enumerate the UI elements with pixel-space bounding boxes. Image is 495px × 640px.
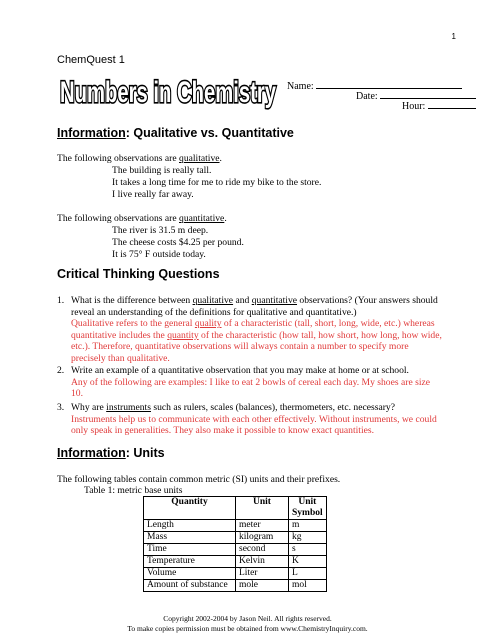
question-number: 2. — [57, 365, 65, 376]
date-blank[interactable] — [380, 89, 476, 99]
question-1: What is the difference between qualitative and quantitative observations? (Your answers should reveal an understanding of the definitions for qualitative and quantitative.) Qualitative refers to the general quality of a characteristic (tall, short, long, wide, etc.) whereas quantitative includes the quantity of the characteristic (how tall, how short, how long, how wide, etc.). Therefore, quantitative observations will always contain a number to specify more precisely than qualitative. — [71, 295, 491, 365]
question-3: Why are instruments such as rulers, scales (balances), thermometers, etc. necessary? Instruments help us to communicate with each other effectively. Without instruments, we could only speak in generalities. They also make it possible to know exact quantities. — [71, 402, 491, 437]
table-row: Time second s — [144, 544, 327, 556]
section-heading-qual-quant: Information: Qualitative vs. Quantitative — [57, 126, 294, 140]
list-item: The building is really tall. — [112, 165, 212, 176]
list-item: The cheese costs $4.25 per pound. — [112, 237, 244, 248]
table-header-row — [144, 497, 327, 520]
name-blank[interactable] — [316, 79, 462, 89]
column-header: Unit Symbol — [289, 497, 327, 520]
list-item: It is 75° F outside today. — [112, 249, 206, 260]
metric-base-units-table — [143, 496, 327, 592]
hour-field — [402, 99, 476, 113]
quantitative-intro: The following observations are quantitative. — [57, 213, 227, 224]
column-header: Quantity — [144, 497, 236, 520]
question-number: 3. — [57, 402, 65, 413]
qualitative-intro: The following observations are qualitative. — [57, 153, 222, 164]
hour-label: Hour: — [402, 101, 426, 112]
page-number: 1 — [451, 32, 456, 41]
hour-blank[interactable] — [428, 99, 476, 109]
date-label: Date: — [356, 91, 378, 102]
list-item: The river is 31.5 m deep. — [112, 225, 209, 236]
list-item: I live really far away. — [112, 189, 194, 200]
list-item: It takes a long time for me to ride my bike to the store. — [112, 177, 322, 188]
table-caption: Table 1: metric base units — [84, 485, 183, 496]
document-title — [57, 69, 279, 115]
copyright-footer: Copyright 2002-2004 by Jason Neil. All rights reserved. To make copies permission must be obtained from www.ChemistryInquiry.com. — [127, 614, 368, 633]
question-number: 1. — [57, 295, 65, 306]
table-row: Length meter m — [144, 520, 327, 532]
chemquest-label: ChemQuest 1 — [57, 54, 125, 66]
answer-2: Any of the following are examples: I like to eat 2 bowls of cereal each day. My shoes are size — [71, 376, 431, 388]
section-heading-units: Information: Units — [57, 446, 165, 460]
table-row: Mass kilogram kg — [144, 532, 327, 544]
table-row: Temperature Kelvin K — [144, 556, 327, 568]
table-row: Volume Liter L — [144, 568, 327, 580]
column-header: Unit — [236, 497, 289, 520]
question-2: Write an example of a quantitative observation that you may make at home or at school. Any of the following are examples: I like to eat 2 bowls of cereal each day. My shoes are size 10. — [71, 365, 491, 400]
answer-1: Qualitative refers to the general quality of a characteristic (tall, short, long, wide, etc.) whereas — [71, 318, 435, 330]
name-label: Name: — [287, 81, 314, 92]
document-title-text: Numbers in Chemistry — [60, 76, 277, 109]
section-heading-ctq: Critical Thinking Questions — [57, 267, 220, 281]
units-intro: The following tables contain common metric (SI) units and their prefixes. — [57, 474, 341, 485]
answer-3: Instruments help us to communicate with each other effectively. Without instruments, we could — [71, 413, 437, 425]
table-row: Amount of substance mole mol — [144, 580, 327, 592]
